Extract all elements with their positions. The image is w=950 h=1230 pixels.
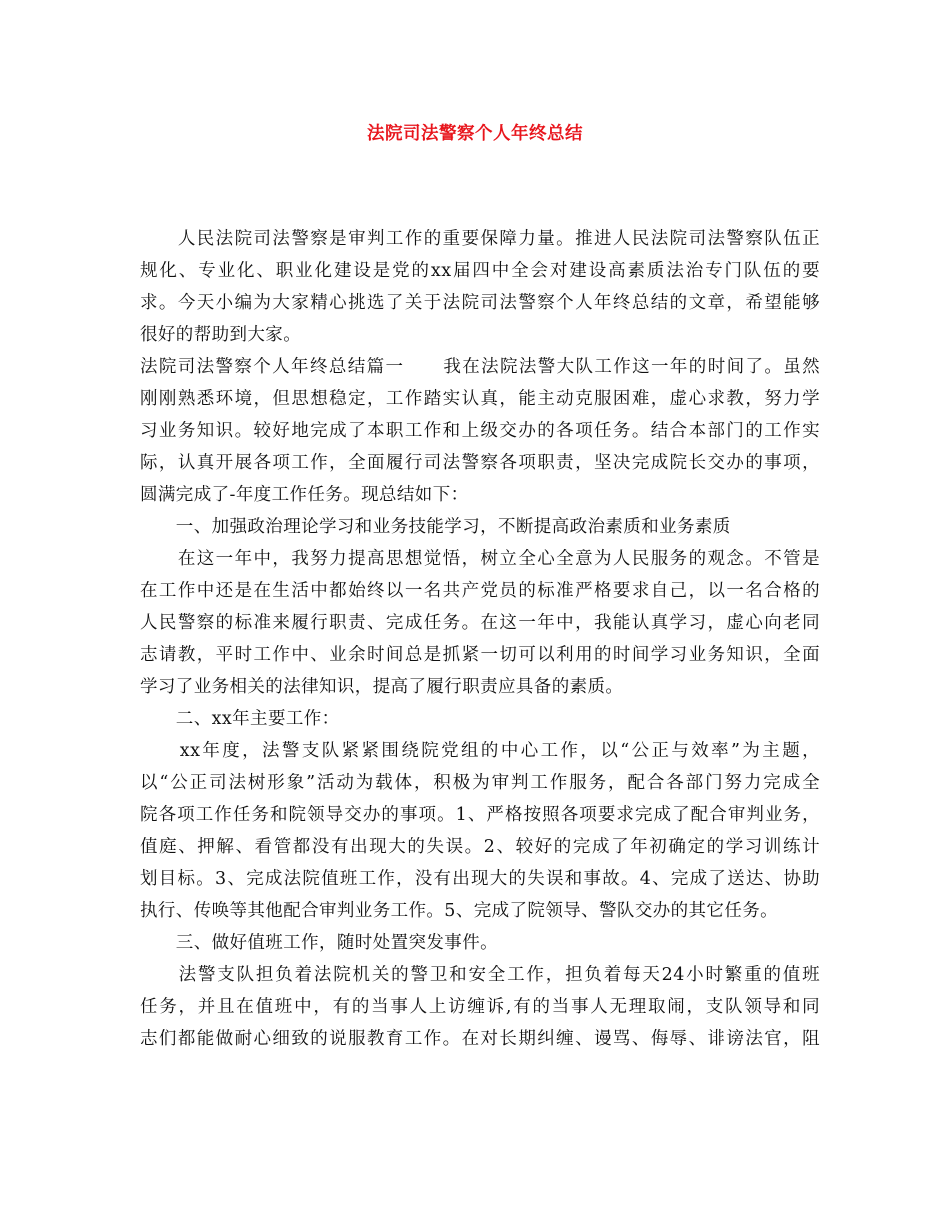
text-line: 志请教，平时工作中、业余时间总是抓紧一切可以利用的时间学习业务知识，全面 — [140, 645, 820, 665]
text-line: 以“公正司法树形象”活动为载体，积极为审判工作服务，配合各部门努力完成全 — [140, 773, 820, 793]
text-line: 划目标。3、完成法院值班工作，没有出现大的失误和事故。4、完成了送达、协助 — [140, 869, 820, 889]
text-line: 执行、传唤等其他配合审判业务工作。5、完成了院领导、警队交办的其它任务。 — [140, 901, 779, 921]
text-line: 法警支队担负着法院机关的警卫和安全工作，担负着每天24小时繁重的值班 — [140, 965, 820, 985]
text-line: 在这一年中，我努力提高思想觉悟，树立全心全意为人民服务的观念。不管是 — [140, 549, 820, 569]
text-line: 二、xx年主要工作： — [140, 709, 340, 729]
text-line: 很好的帮助到大家。 — [140, 325, 302, 345]
text-line: 院各项工作任务和院领导交办的事项。1、严格按照各项要求完成了配合审判业务， — [140, 805, 820, 825]
text-line: 一、加强政治理论学习和业务技能学习，不断提高政治素质和业务素质 — [140, 517, 731, 537]
text-line: xx年度，法警支队紧紧围绕院党组的中心工作，以“公正与效率”为主题， — [140, 741, 820, 761]
text-line: 值庭、押解、看管都没有出现大的失误。2、较好的完成了年初确定的学习训练计 — [140, 837, 820, 857]
text-line: 刚刚熟悉环境，但思想稳定，工作踏实认真，能主动克服困难，虚心求教，努力学 — [140, 389, 820, 409]
text-line: 任务，并且在值班中，有的当事人上访缠诉,有的当事人无理取闹，支队领导和同 — [140, 997, 820, 1017]
text-line: 习业务知识。较好地完成了本职工作和上级交办的各项任务。结合本部门的工作实 — [140, 421, 820, 441]
text-line: 志们都能做耐心细致的说服教育工作。在对长期纠缠、谩骂、侮辱、诽谤法官，阻 — [140, 1029, 820, 1049]
text-line: 圆满完成了-年度工作任务。现总结如下： — [140, 485, 469, 505]
document-title: 法院司法警察个人年终总结 — [367, 124, 583, 144]
text-line: 在工作中还是在生活中都始终以一名共产党员的标准严格要求自己，以一名合格的 — [140, 581, 820, 601]
section-heading-line — [140, 351, 820, 383]
text-line: 求。今天小编为大家精心挑选了关于法院司法警察个人年终总结的文章，希望能够 — [140, 293, 820, 313]
section-heading-continuation: 我在法院法警大队工作这一年的时间了。虽然 — [442, 357, 820, 377]
text-line: 际，认真开展各项工作，全面履行司法警察各项职责，坚决完成院长交办的事项， — [140, 453, 820, 473]
text-line: 人民法院司法警察是审判工作的重要保障力量。推进人民法院司法警察队伍正 — [140, 229, 820, 249]
section-heading: 法院司法警察个人年终总结篇一 — [140, 357, 405, 377]
text-line: 三、做好值班工作，随时处置突发事件。 — [140, 933, 498, 953]
text-line: 学习了业务相关的法律知识，提高了履行职责应具备的素质。 — [140, 677, 624, 697]
text-line: 人民警察的标准来履行职责、完成任务。在这一年中，我能认真学习，虚心向老同 — [140, 613, 820, 633]
text-line: 规化、专业化、职业化建设是党的xx届四中全会对建设高素质法治专门队伍的要 — [140, 261, 820, 281]
document-body — [140, 223, 820, 1055]
